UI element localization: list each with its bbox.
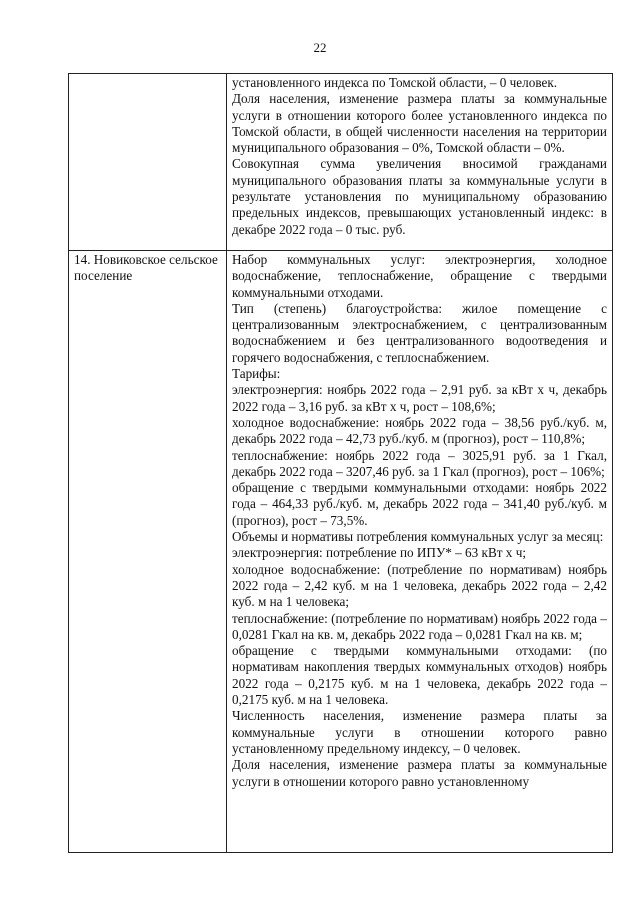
description-paragraph: установленного индекса по Томской области, – 0 человек. xyxy=(232,75,558,90)
description-cell xyxy=(227,74,613,251)
description-paragraph: холодное водоснабжение: (потребление по нормативам) ноябрь 2022 года – 2,42 куб. м на 1 человека, декабрь 2022 года – 2,42 куб. м на 1 человека; xyxy=(232,561,607,610)
description-paragraph: теплоснабжение: ноябрь 2022 года – 3025,91 руб. за 1 Гкал, декабрь 2022 года – 3207,46 руб. за 1 Гкал (прогноз), рост – 106%; xyxy=(232,447,607,479)
table-row xyxy=(69,251,613,853)
description-paragraph: Численность населения, изменение размера платы за коммунальные услуги в отношении которого равно установленному предельному индексу, – 0 человек. xyxy=(232,708,607,756)
description-paragraph: Доля населения, изменение размера платы за коммунальные услуги в отношении которого равно установленному xyxy=(232,757,607,789)
description-paragraph: Доля населения, изменение размера платы за коммунальные услуги в отношении которого более установленного индекса по Томской области, в общей численности населения на территории муниципального образования – 0%, Томской области – 0%. xyxy=(232,91,607,156)
description-paragraph: обращение с твердыми коммунальными отходами: (по нормативам накопления твердых коммунальных отходов) ноябрь 2022 года – 0,2175 куб. м на 1 человека, декабрь 2022 года – 0,2175 куб. м на 1 человека. xyxy=(232,643,607,708)
description-paragraph: электроэнергия: потребление по ИПУ* – 63 кВт х ч; xyxy=(232,545,526,561)
description-paragraph: электроэнергия: ноябрь 2022 года – 2,91 руб. за кВт х ч, декабрь 2022 года – 3,16 руб. за кВт х ч, рост – 108,6%; xyxy=(232,382,607,414)
municipality-name-cell xyxy=(69,74,227,251)
description-paragraph: обращение с твердыми коммунальными отходами: ноябрь 2022 года – 464,33 руб./куб. м, декабрь 2022 года – 341,40 руб./куб. м (прогноз), рост – 73,5%. xyxy=(232,480,607,528)
description-paragraph: Тип (степень) благоустройства: жилое помещение с централизованным электроснабжением, с централизованным водоснабжением и без централизованного водоотведения и горячего водоснабжения, с теплоснабжением. xyxy=(232,300,607,365)
municipality-name-cell xyxy=(69,251,227,853)
description-paragraph: холодное водоснабжение: ноябрь 2022 года – 38,56 руб./куб. м, декабрь 2022 года – 42,73 руб./куб. м (прогноз), рост – 110,8%; xyxy=(232,414,607,447)
table-row xyxy=(69,74,613,251)
municipality-name: 14. Новиковское сельское поселение xyxy=(74,252,218,284)
description-paragraph: Тарифы: xyxy=(232,366,281,382)
description-paragraph: Совокупная сумма увеличения вносимой гражданами муниципального образования платы за коммунальные услуги в результате установления по муниципальному образованию предельных индексов, превышающих установленный индекс: в декабре 2022 года – 0 тыс. руб. xyxy=(232,156,607,237)
description-paragraph: теплоснабжение: (потребление по нормативам) ноябрь 2022 года – 0,0281 Гкал на кв. м, декабрь 2022 года – 0,0281 Гкал на кв. м; xyxy=(232,610,607,642)
municipality-table xyxy=(68,73,613,853)
page-number: 22 xyxy=(313,40,327,55)
description-paragraph: Объемы и нормативы потребления коммунальных услуг за месяц: xyxy=(232,529,604,545)
description-cell xyxy=(227,251,613,853)
description-paragraph: Набор коммунальных услуг: электроэнергия, холодное водоснабжение, теплоснабжение, обращение с твердыми коммунальными отходами. xyxy=(232,252,607,300)
description-clip xyxy=(232,252,607,852)
